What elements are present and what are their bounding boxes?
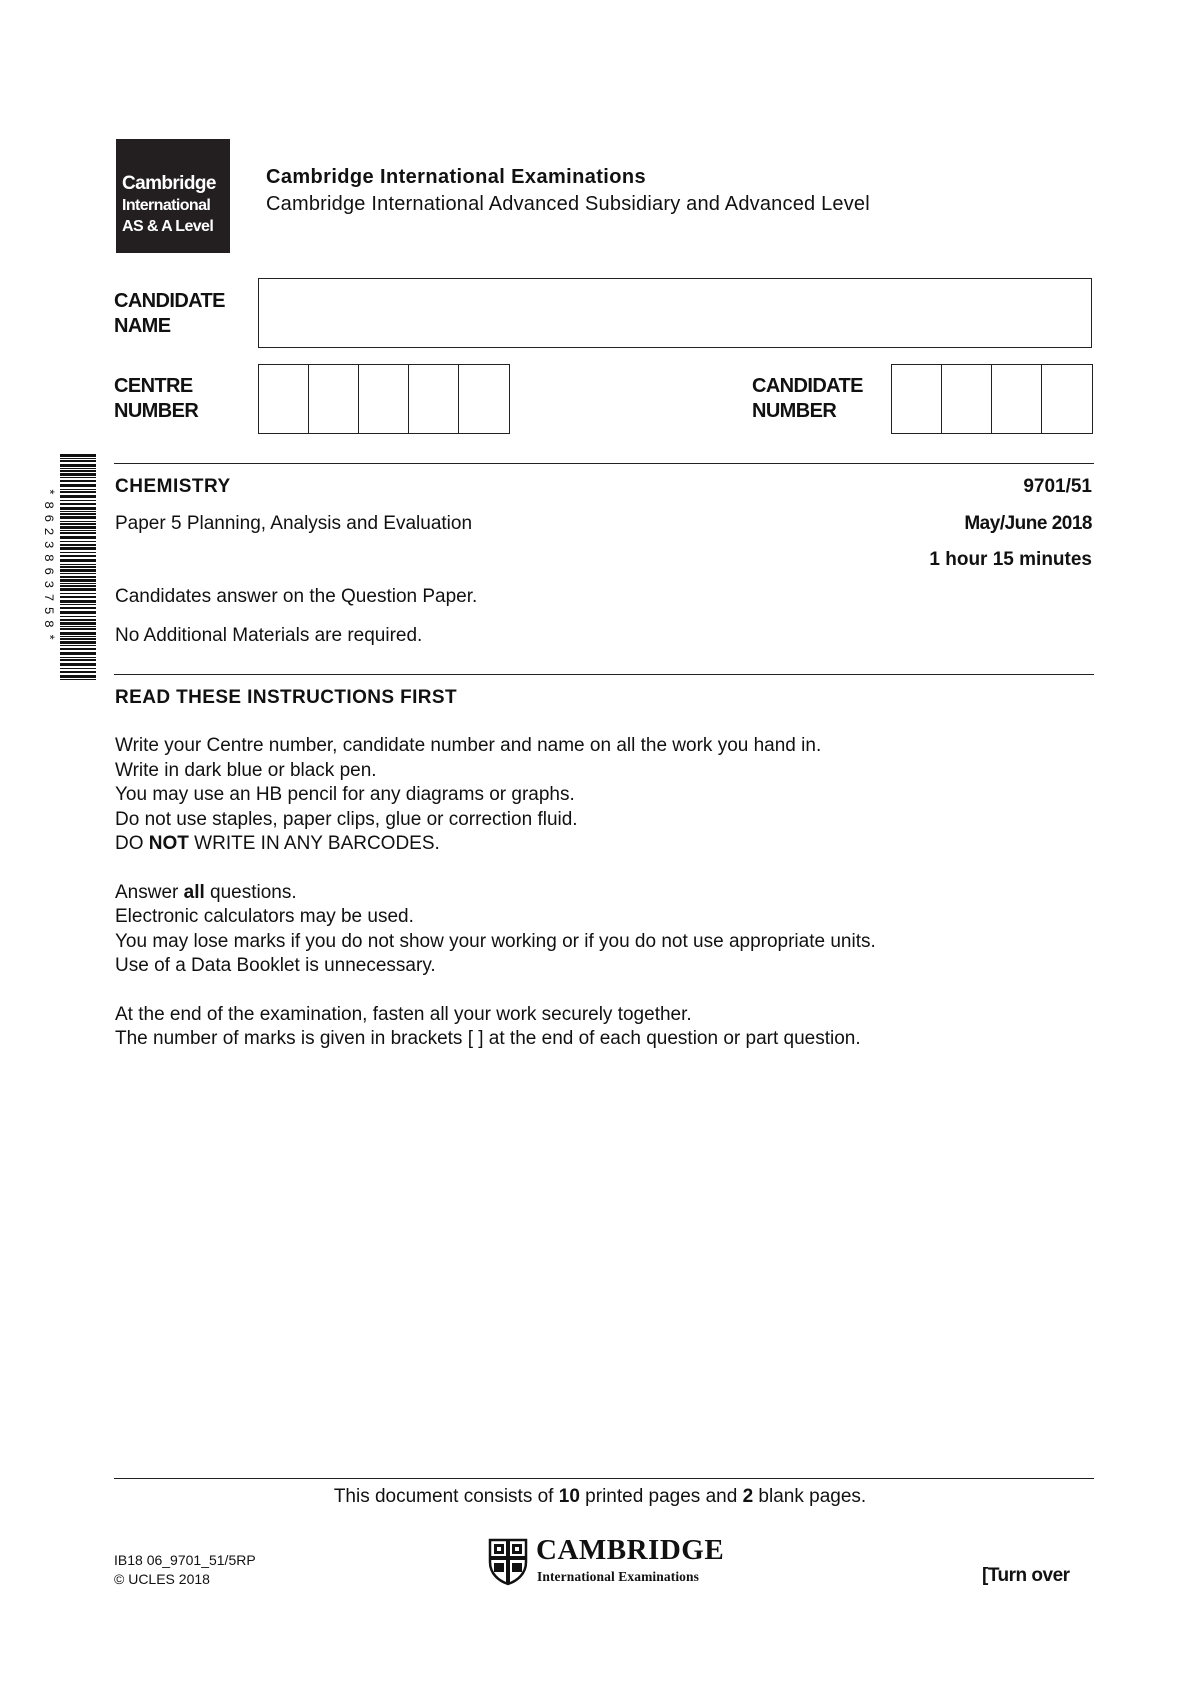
instruction-line: Write in dark blue or black pen. <box>115 759 377 781</box>
paper-title: Paper 5 Planning, Analysis and Evaluation <box>115 513 473 534</box>
barcode-bar <box>60 611 96 614</box>
materials-text: No Additional Materials are required. <box>115 625 423 646</box>
barcode-bar <box>60 632 96 635</box>
barcode-bar <box>60 588 96 591</box>
logo-line-3: AS & A Level <box>122 218 214 235</box>
turn-over-label: [Turn over <box>982 1565 1070 1586</box>
barcode-bar <box>60 659 96 661</box>
candidate-name-label-line2: NAME <box>114 315 171 337</box>
candidate-number-digit-box[interactable] <box>892 365 942 433</box>
blank-pages-count: 2 <box>742 1486 754 1507</box>
barcode-bar <box>60 675 96 678</box>
barcode-bar <box>60 523 96 525</box>
barcode-bar <box>60 636 96 637</box>
candidate-number-label <box>752 374 863 424</box>
paper-code: 9701/51 <box>1023 476 1092 497</box>
note-text: This document consists of <box>333 1486 559 1507</box>
barcode-bar <box>60 604 96 605</box>
ref-code: IB18 06_9701_51/5RP <box>114 1552 256 1568</box>
barcode-bar <box>60 516 96 519</box>
barcode-bar <box>60 491 96 493</box>
instruction-line: You may use an HB pencil for any diagrams or graphs. <box>115 784 575 805</box>
barcode-bar <box>60 671 96 673</box>
barcode-bar <box>60 473 96 476</box>
note-text: blank pages. <box>753 1486 867 1507</box>
barcode <box>60 454 96 680</box>
centre-number-label <box>114 374 198 424</box>
barcode-bar <box>60 547 96 550</box>
barcode-bar <box>60 464 96 467</box>
barcode-bar <box>60 638 96 640</box>
barcode-bar <box>60 641 96 644</box>
candidate-number-field[interactable] <box>891 364 1093 434</box>
candidate-name-field[interactable] <box>258 278 1092 348</box>
barcode-bar <box>60 507 96 510</box>
logo-line-1: Cambridge <box>122 173 216 194</box>
barcode-bar <box>60 607 96 609</box>
barcode-bar <box>60 593 96 594</box>
barcode-bar <box>60 626 96 627</box>
instruction-line: Write your Centre number, candidate number and name on all the work you hand in. <box>115 735 822 756</box>
barcode-bar <box>60 652 96 655</box>
barcode-bar <box>60 668 96 669</box>
barcode-bar <box>60 503 96 505</box>
centre-number-label-line2: NUMBER <box>114 400 199 422</box>
barcode-bar <box>60 489 96 490</box>
barcode-bar <box>60 552 96 553</box>
answer-on-text: Candidates answer on the Question Paper. <box>115 586 478 607</box>
cambridge-international-examinations-logo <box>488 1536 738 1588</box>
instruction-text: WRITE IN ANY BARCODES. <box>188 833 440 854</box>
org-name: Cambridge International Examinations <box>266 166 647 188</box>
barcode-bar <box>60 484 96 487</box>
barcode-bar <box>60 541 96 542</box>
page-count-note <box>0 1486 1200 1508</box>
note-text: printed pages and <box>579 1486 743 1507</box>
barcode-bar <box>60 470 96 472</box>
cambridge-as-a-level-logo <box>116 139 230 253</box>
instruction-line: Electronic calculators may be used. <box>115 906 414 927</box>
centre-number-label-line1: CENTRE <box>114 375 193 397</box>
barcode-bar <box>60 526 96 529</box>
centre-number-digit-box[interactable] <box>259 365 309 433</box>
barcode-bar <box>60 679 96 680</box>
subject-title: CHEMISTRY <box>115 476 231 497</box>
barcode-bar <box>60 576 96 578</box>
spacer <box>115 979 876 1003</box>
instruction-line: The number of marks is given in brackets [ ] at the end of each question or part question. <box>115 1028 861 1049</box>
spacer <box>115 857 876 881</box>
barcode-bar <box>60 585 96 587</box>
centre-number-digit-box[interactable] <box>359 365 409 433</box>
instruction-emphasis: NOT <box>148 833 189 854</box>
instruction-line <box>115 832 876 857</box>
barcode-bar <box>60 513 96 515</box>
org-subtitle: Cambridge International Advanced Subsidiary and Advanced Level <box>266 193 870 215</box>
barcode-bar <box>60 566 96 568</box>
candidate-number-digit-box[interactable] <box>942 365 992 433</box>
barcode-bar <box>60 458 96 459</box>
barcode-bar <box>60 663 96 666</box>
instruction-line: Use of a Data Booklet is unnecessary. <box>115 955 436 976</box>
centre-number-digit-box[interactable] <box>309 365 359 433</box>
barcode-bar <box>60 596 96 598</box>
cambridge-subtitle: International Examinations <box>537 1569 699 1584</box>
barcode-bar <box>60 536 96 539</box>
exam-session: May/June 2018 <box>964 513 1092 534</box>
divider <box>114 674 1094 675</box>
barcode-bar <box>60 564 96 565</box>
barcode-bar <box>60 480 96 482</box>
instruction-emphasis: all <box>183 881 205 903</box>
instructions-heading: READ THESE INSTRUCTIONS FIRST <box>115 687 458 708</box>
barcode-bar <box>60 477 96 478</box>
barcode-bar <box>60 454 96 457</box>
centre-number-digit-box[interactable] <box>459 365 509 433</box>
barcode-bar <box>60 622 96 625</box>
instruction-line: You may lose marks if you do not show your working or if you do not use appropriate units. <box>115 930 876 952</box>
barcode-bar <box>60 530 96 531</box>
divider <box>114 1478 1094 1479</box>
instruction-line: Do not use staples, paper clips, glue or correction fluid. <box>115 808 578 830</box>
barcode-bar <box>60 521 96 522</box>
shield-icon <box>488 1538 528 1586</box>
instruction-line <box>115 881 876 906</box>
instructions-list <box>115 734 876 1052</box>
barcode-bar <box>60 645 96 646</box>
candidate-number-label-line2: NUMBER <box>752 400 837 422</box>
printed-pages-count: 10 <box>558 1486 580 1507</box>
instruction-text: questions. <box>204 881 297 903</box>
barcode-bar <box>60 600 96 603</box>
candidate-name-label <box>114 289 225 339</box>
logo-line-2: International <box>122 197 211 214</box>
candidate-number-digit-box[interactable] <box>1042 365 1092 433</box>
barcode-bar <box>60 500 96 501</box>
barcode-bar <box>60 616 96 617</box>
barcode-bar <box>60 460 96 462</box>
divider <box>114 463 1094 464</box>
candidate-name-label-line1: CANDIDATE <box>114 290 225 312</box>
barcode-bar <box>60 628 96 630</box>
barcode-bar <box>60 573 96 574</box>
cambridge-wordmark: CAMBRIDGE <box>536 1534 725 1566</box>
barcode-bar <box>60 511 96 512</box>
copyright: © UCLES 2018 <box>114 1571 210 1587</box>
candidate-number-label-line1: CANDIDATE <box>752 375 863 397</box>
barcode-bar <box>60 579 96 582</box>
barcode-bar <box>60 619 96 621</box>
document-reference <box>114 1551 256 1589</box>
barcode-bar <box>60 583 96 584</box>
candidate-number-digit-box[interactable] <box>992 365 1042 433</box>
barcode-bar <box>60 569 96 572</box>
centre-number-field[interactable] <box>258 364 510 434</box>
instruction-line: At the end of the examination, fasten all your work securely together. <box>115 1003 692 1025</box>
barcode-bar <box>60 532 96 534</box>
instruction-text: Answer <box>115 881 184 903</box>
barcode-bar <box>60 555 96 557</box>
barcode-digits: *8623863758* <box>41 487 56 647</box>
barcode-bar <box>60 468 96 469</box>
barcode-bar <box>60 559 96 562</box>
exam-duration: 1 hour 15 minutes <box>929 549 1092 570</box>
barcode-bar <box>60 648 96 650</box>
instruction-text: DO <box>115 833 149 854</box>
centre-number-digit-box[interactable] <box>409 365 459 433</box>
barcode-bar <box>60 657 96 658</box>
barcode-bar <box>60 495 96 498</box>
barcode-bar <box>60 544 96 546</box>
